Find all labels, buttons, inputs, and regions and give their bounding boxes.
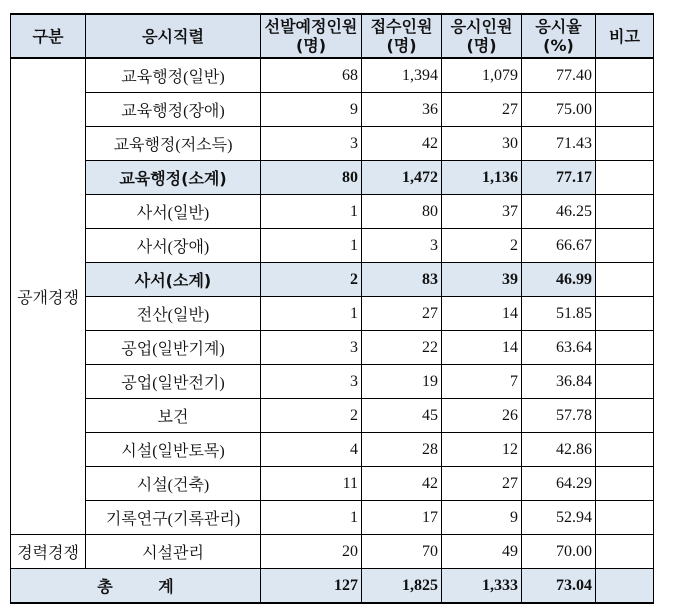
header-applied-count: 접수인원 (명) [362, 14, 442, 58]
table-row [11, 399, 654, 433]
remarks-cell [596, 433, 654, 467]
rate-value: 75.00 [522, 93, 596, 127]
rate-value: 46.99 [522, 263, 596, 297]
total-took: 1,333 [442, 569, 522, 604]
took-value: 27 [442, 467, 522, 501]
planned-value: 3 [261, 365, 362, 399]
table-row [11, 433, 654, 467]
remarks-cell [596, 535, 654, 569]
planned-value: 3 [261, 127, 362, 161]
header-planned-count: 선발예정인원 (명) [261, 14, 362, 58]
planned-value: 2 [261, 399, 362, 433]
rate-value: 77.40 [522, 58, 596, 93]
subtotal-row [11, 161, 654, 195]
applied-value: 1,394 [362, 58, 442, 93]
series-name: 교육행정(소계) [86, 161, 261, 195]
header-row [11, 14, 654, 58]
remarks-cell [596, 93, 654, 127]
group-career-competition: 경력경쟁 [11, 535, 86, 569]
rate-value: 77.17 [522, 161, 596, 195]
header-rate: 응시율 (%) [522, 14, 596, 58]
series-name: 시설(일반토목) [86, 433, 261, 467]
total-remarks [596, 569, 654, 604]
planned-value: 1 [261, 297, 362, 331]
took-value: 27 [442, 93, 522, 127]
applied-value: 83 [362, 263, 442, 297]
planned-value: 80 [261, 161, 362, 195]
applied-value: 28 [362, 433, 442, 467]
planned-value: 20 [261, 535, 362, 569]
rate-value: 63.64 [522, 331, 596, 365]
took-value: 14 [442, 297, 522, 331]
remarks-cell [596, 365, 654, 399]
table-row [11, 467, 654, 501]
planned-value: 2 [261, 263, 362, 297]
table-row [11, 93, 654, 127]
series-name: 공업(일반전기) [86, 365, 261, 399]
applied-value: 19 [362, 365, 442, 399]
remarks-cell [596, 501, 654, 535]
table-row [11, 195, 654, 229]
rate-value: 71.43 [522, 127, 596, 161]
table-row [11, 297, 654, 331]
series-name: 보건 [86, 399, 261, 433]
planned-value: 3 [261, 331, 362, 365]
rate-value: 52.94 [522, 501, 596, 535]
exam-statistics-table [10, 13, 654, 604]
planned-value: 1 [261, 195, 362, 229]
table-row [11, 365, 654, 399]
took-value: 39 [442, 263, 522, 297]
series-name: 기록연구(기록관리) [86, 501, 261, 535]
took-value: 37 [442, 195, 522, 229]
header-exam-series: 응시직렬 [86, 14, 261, 58]
rate-value: 64.29 [522, 467, 596, 501]
applied-value: 27 [362, 297, 442, 331]
rate-value: 57.78 [522, 399, 596, 433]
series-name: 시설(건축) [86, 467, 261, 501]
applied-value: 45 [362, 399, 442, 433]
series-name: 교육행정(저소득) [86, 127, 261, 161]
group-open-competition: 공개경쟁 [11, 58, 86, 535]
took-value: 7 [442, 365, 522, 399]
remarks-cell [596, 127, 654, 161]
remarks-cell [596, 467, 654, 501]
planned-value: 4 [261, 433, 362, 467]
took-value: 14 [442, 331, 522, 365]
planned-value: 9 [261, 93, 362, 127]
series-name: 교육행정(일반) [86, 58, 261, 93]
table-row [11, 127, 654, 161]
series-name: 공업(일반기계) [86, 331, 261, 365]
series-name: 전산(일반) [86, 297, 261, 331]
table-row [11, 535, 654, 569]
total-row [11, 569, 654, 604]
took-value: 12 [442, 433, 522, 467]
total-rate: 73.04 [522, 569, 596, 604]
rate-value: 70.00 [522, 535, 596, 569]
applied-value: 36 [362, 93, 442, 127]
took-value: 1,079 [442, 58, 522, 93]
applied-value: 70 [362, 535, 442, 569]
series-name: 사서(소계) [86, 263, 261, 297]
total-label: 총 계 [11, 569, 261, 604]
table-row [11, 58, 654, 93]
series-name: 시설관리 [86, 535, 261, 569]
planned-value: 1 [261, 229, 362, 263]
header-took-count: 응시인원 (명) [442, 14, 522, 58]
rate-value: 36.84 [522, 365, 596, 399]
table-row [11, 229, 654, 263]
took-value: 2 [442, 229, 522, 263]
remarks-cell [596, 229, 654, 263]
rate-value: 51.85 [522, 297, 596, 331]
applied-value: 42 [362, 127, 442, 161]
subtotal-row [11, 263, 654, 297]
rate-value: 46.25 [522, 195, 596, 229]
rate-value: 66.67 [522, 229, 596, 263]
took-value: 26 [442, 399, 522, 433]
applied-value: 42 [362, 467, 442, 501]
header-category: 구분 [11, 14, 86, 58]
total-planned: 127 [261, 569, 362, 604]
series-name: 교육행정(장애) [86, 93, 261, 127]
took-value: 9 [442, 501, 522, 535]
applied-value: 22 [362, 331, 442, 365]
planned-value: 1 [261, 501, 362, 535]
table-row [11, 331, 654, 365]
applied-value: 80 [362, 195, 442, 229]
applied-value: 3 [362, 229, 442, 263]
remarks-cell [596, 297, 654, 331]
header-remarks: 비고 [596, 14, 654, 58]
took-value: 30 [442, 127, 522, 161]
planned-value: 68 [261, 58, 362, 93]
remarks-cell [596, 263, 654, 297]
took-value: 49 [442, 535, 522, 569]
remarks-cell [596, 161, 654, 195]
series-name: 사서(일반) [86, 195, 261, 229]
applied-value: 1,472 [362, 161, 442, 195]
total-applied: 1,825 [362, 569, 442, 604]
rate-value: 42.86 [522, 433, 596, 467]
took-value: 1,136 [442, 161, 522, 195]
remarks-cell [596, 399, 654, 433]
series-name: 사서(장애) [86, 229, 261, 263]
applied-value: 17 [362, 501, 442, 535]
remarks-cell [596, 195, 654, 229]
planned-value: 11 [261, 467, 362, 501]
remarks-cell [596, 331, 654, 365]
remarks-cell [596, 58, 654, 93]
table-row [11, 501, 654, 535]
